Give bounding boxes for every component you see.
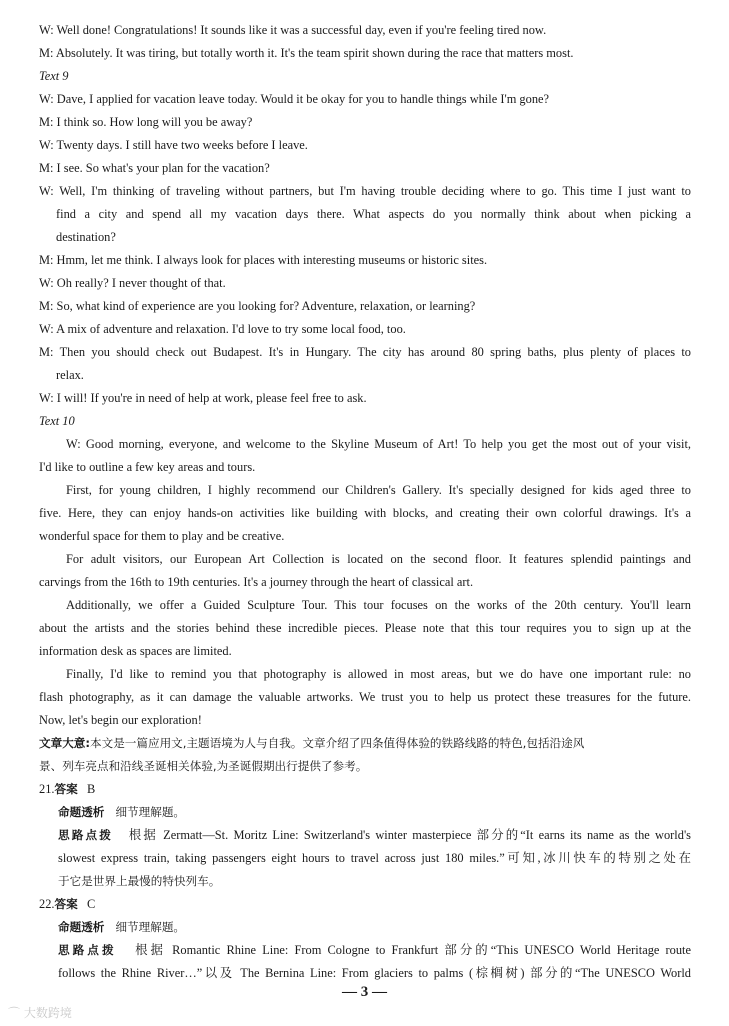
dialogue-line: relax. (56, 368, 84, 382)
monologue-line: Additionally, we offer a Guided Sculpture Tour. This tour focuses on the works of the 20th century. You'll learn (66, 598, 691, 612)
dialogue-line: W: A mix of adventure and relaxation. I'd love to try some local food, too. (39, 322, 406, 336)
analysis-line (58, 919, 691, 935)
dialogue-line: W: Oh really? I never thought of that. (39, 276, 226, 290)
hint-line: 于它是世界上最慢的特快列车。 (58, 874, 221, 888)
watermark-logo-icon: ⌒ (8, 1006, 21, 1020)
monologue-line: Now, let's begin our exploration! (39, 713, 202, 727)
dialogue-line: W: Dave, I applied for vacation leave today. Would it be okay for you to handle things while I'm gone? (39, 92, 550, 106)
dialogue-line: destination? (56, 230, 116, 244)
answer-21 (39, 781, 691, 797)
monologue-line: flash photography, as it can damage the valuable artworks. We trust you to help us protect these treasures for the future. (39, 690, 691, 704)
dialogue-line: M: Absolutely. It was tiring, but totally worth it. It's the team spirit shown during the race that matters most. (39, 46, 574, 60)
analysis-label: 命题透析 (58, 920, 105, 934)
hint-label: 思路点拨 (58, 943, 117, 957)
hint-line: slowest express train, taking passengers eight hours to travel across just 180 miles.”可知,冰川快车的特别之处在 (58, 851, 691, 865)
analysis-text: 细节理解题。 (115, 805, 186, 819)
monologue-line: five. Here, they can enjoy hands-on activities like building with blocks, and creating their own colorful drawings. It's a (39, 506, 691, 520)
hint-text: 根据 Romantic Rhine Line: From Cologne to Frankfurt 部分的“This UNESCO World Heritage route (135, 943, 691, 957)
summary-line: 景、列车亮点和沿线圣诞相关体验,为圣诞假期出行提供了参考。 (39, 759, 368, 773)
analysis-text: 细节理解题。 (115, 920, 186, 934)
question-number: 21. (39, 782, 55, 796)
dialogue-line: M: I see. So what's your plan for the vacation? (39, 161, 270, 175)
analysis-label: 命题透析 (58, 805, 105, 819)
watermark-text: 大数跨境 (23, 1006, 72, 1020)
dialogue-line: find a city and spend all my vacation days there. What aspects do you normally think about when picking a (56, 207, 691, 221)
hint-text: 根据 Zermatt—St. Moritz Line: Switzerland's winter masterpiece 部分的“It earns its name as the world's (128, 828, 692, 842)
hint-line (58, 942, 691, 958)
dialogue-line: W: Well done! Congratulations! It sounds like it was a successful day, even if you're feeling tired now. (39, 23, 547, 37)
answer-value: B (87, 782, 96, 796)
hint-line: follows the Rhine River…”以及 The Bernina Line: From glaciers to palms (棕榈树) 部分的“The UNESCO World (58, 966, 691, 980)
summary-label: 文章大意: (39, 736, 91, 750)
text9-label: Text 9 (39, 69, 69, 83)
monologue-line: wonderful space for them to play and be creative. (39, 529, 285, 543)
monologue-line: W: Good morning, everyone, and welcome to the Skyline Museum of Art! To help you get the most out of your visit, (66, 437, 691, 451)
summary-text: 本文是一篇应用文,主题语境为人与自我。文章介绍了四条值得体验的铁路线路的特色,包括沿途风 (90, 736, 585, 750)
monologue-line: Finally, I'd like to remind you that photography is allowed in most areas, but we do have one important rule: no (66, 667, 691, 681)
dialogue-line: M: I think so. How long will you be away? (39, 115, 253, 129)
answer-label: 答案 (54, 782, 78, 796)
monologue-line: carvings from the 16th to 19th centuries. It's a journey through the heart of classical art. (39, 575, 474, 589)
hint-label: 思路点拨 (58, 828, 114, 842)
summary-line (39, 735, 691, 751)
answer-22 (39, 896, 691, 912)
dialogue-line: W: Well, I'm thinking of traveling without partners, but I'm having trouble deciding where to go. This time I just want to (39, 184, 691, 198)
monologue-line: I'd like to outline a few key areas and tours. (39, 460, 256, 474)
dialogue-line: M: Hmm, let me think. I always look for places with interesting museums or historic sites. (39, 253, 488, 267)
answer-value: C (87, 897, 96, 911)
monologue-line: For adult visitors, our European Art Collection is located on the second floor. It features splendid paintings and (66, 552, 691, 566)
dialogue-line: W: Twenty days. I still have two weeks before I leave. (39, 138, 308, 152)
question-number: 22. (39, 897, 55, 911)
page-number: — 3 — (342, 984, 387, 1000)
monologue-line: information desk as spaces are limited. (39, 644, 232, 658)
answer-label: 答案 (54, 897, 78, 911)
text10-label: Text 10 (39, 414, 75, 428)
analysis-line (58, 804, 691, 820)
monologue-line: about the artists and the stories behind these incredible pieces. Please note that this tour requires you to sign up at the (39, 621, 691, 635)
hint-line (58, 827, 691, 843)
watermark (8, 1004, 72, 1021)
dialogue-line: M: So, what kind of experience are you looking for? Adventure, relaxation, or learning? (39, 299, 476, 313)
monologue-line: First, for young children, I highly recommend our Children's Gallery. It's specially designed for kids aged three to (66, 483, 691, 497)
dialogue-line: M: Then you should check out Budapest. It's in Hungary. The city has around 80 spring baths, plus plenty of places to (39, 345, 691, 359)
dialogue-line: W: I will! If you're in need of help at work, please feel free to ask. (39, 391, 367, 405)
